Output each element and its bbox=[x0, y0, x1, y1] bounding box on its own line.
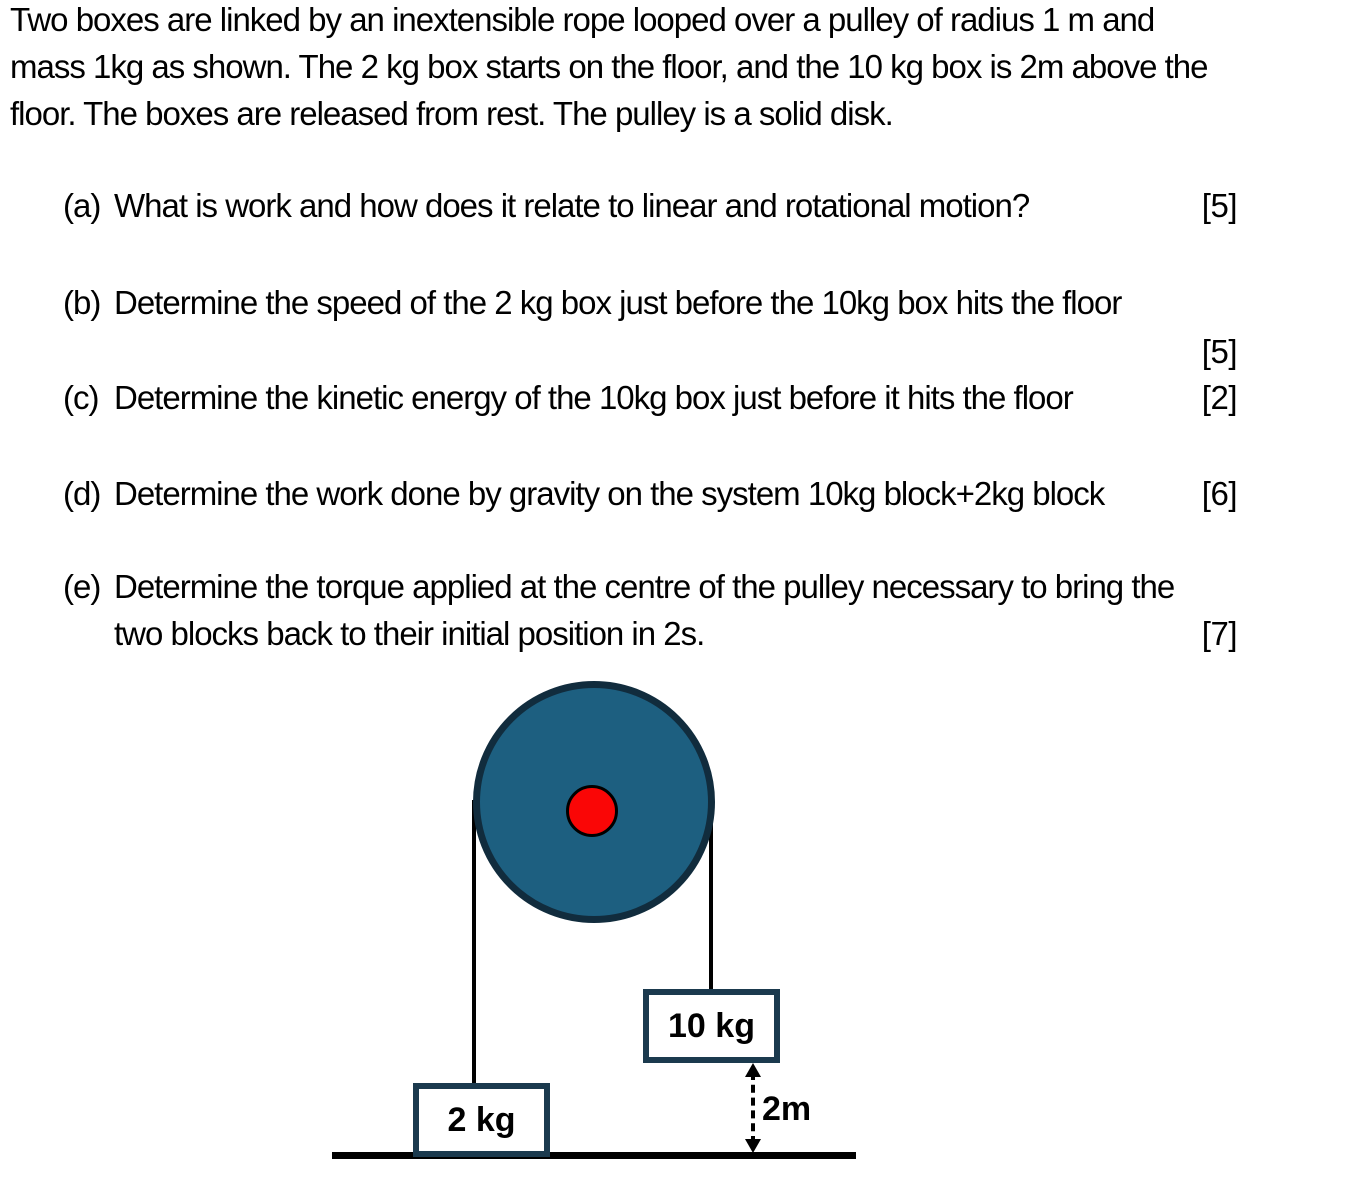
question-e-text-line-1: Determine the torque applied at the centre of the pulley necessary to bring the bbox=[114, 568, 1175, 605]
question-b bbox=[63, 279, 1121, 326]
question-e-text-line-2: two blocks back to their initial position in 2s. bbox=[114, 615, 705, 652]
question-c-text: Determine the kinetic energy of the 10kg box just before it hits the floor bbox=[114, 379, 1073, 416]
intro-line-1: Two boxes are linked by an inextensible rope looped over a pulley of radius 1 m and bbox=[10, 1, 1155, 38]
box-2kg-label: 2 kg bbox=[447, 1100, 516, 1139]
question-a-marks: [5] bbox=[1201, 187, 1237, 224]
question-d-marks: [6] bbox=[1201, 475, 1237, 512]
intro-line-2: mass 1kg as shown. The 2 kg box starts on the floor, and the 10 kg box is 2m above the bbox=[10, 48, 1208, 85]
question-b-text: Determine the speed of the 2 kg box just before the 10kg box hits the floor bbox=[114, 284, 1122, 321]
question-c-marks: [2] bbox=[1201, 379, 1237, 416]
box-10kg-label: 10 kg bbox=[668, 1006, 755, 1045]
question-d-label: (d) bbox=[63, 475, 101, 512]
box-2kg bbox=[413, 1083, 550, 1157]
height-label: 2m bbox=[762, 1090, 812, 1128]
question-e bbox=[63, 563, 1174, 657]
question-a-text: What is work and how does it relate to linear and rotational motion? bbox=[114, 187, 1030, 224]
height-dimension-line bbox=[751, 1072, 755, 1144]
question-d bbox=[63, 470, 1104, 517]
question-a-label: (a) bbox=[63, 187, 101, 224]
rope-left bbox=[472, 800, 476, 1085]
question-e-indent bbox=[63, 610, 114, 657]
question-b-label: (b) bbox=[63, 284, 101, 321]
box-10kg bbox=[643, 989, 780, 1063]
pulley-axle-icon bbox=[566, 785, 618, 837]
intro-paragraph bbox=[10, 0, 1207, 137]
question-e-label: (e) bbox=[63, 568, 101, 605]
question-c-label: (c) bbox=[63, 379, 99, 416]
floor-line bbox=[332, 1152, 856, 1159]
question-e-marks: [7] bbox=[1201, 615, 1237, 652]
question-d-text: Determine the work done by gravity on the system 10kg block+2kg block bbox=[114, 475, 1105, 512]
arrowhead-down-icon bbox=[745, 1139, 761, 1153]
intro-line-3: floor. The boxes are released from rest. The pulley is a solid disk. bbox=[10, 95, 893, 132]
question-b-marks: [5] bbox=[1201, 333, 1237, 370]
question-a bbox=[63, 182, 1029, 229]
question-c bbox=[63, 374, 1073, 421]
